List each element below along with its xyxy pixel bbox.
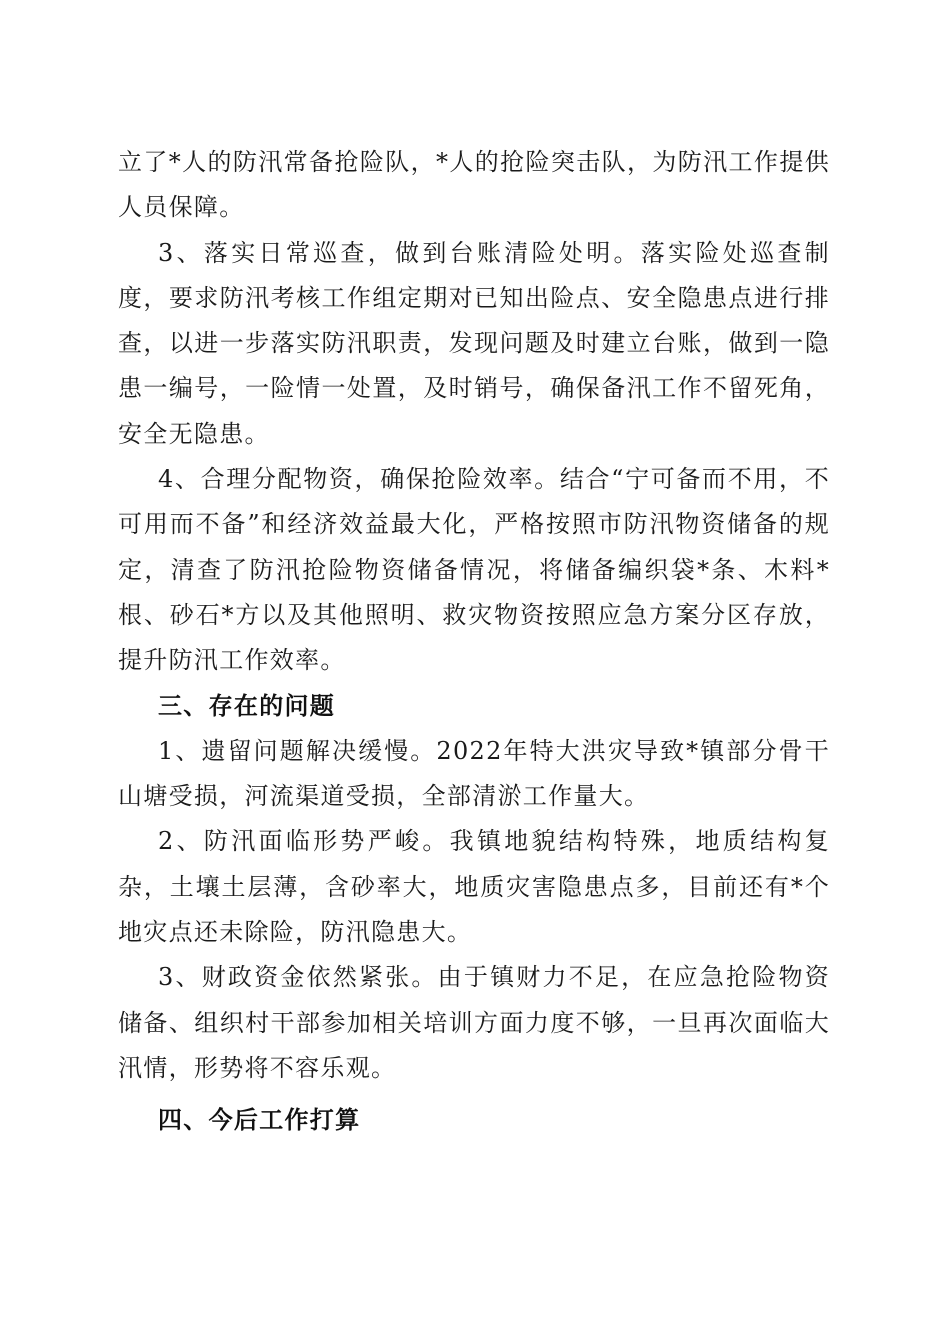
paragraph-daily-inspection: 3、落实日常巡查，做到台账清险处明。落实险处巡查制度，要求防汛考核工作组定期对已知出险点、安全隐患点进行排查，以进一步落实防汛职责，发现问题及时建立台账，做到一隐患一编号，一险情一处置，及时销号，确保备汛工作不留死角，安全无隐患。 [118,238,830,448]
document-page [118,140,830,1144]
section-heading-existing-problems: 三、存在的问题 [158,691,336,720]
section-heading-future-plans: 四、今后工作打算 [158,1106,361,1135]
paragraph-continuation: 立了*人的防汛常备抢险队，*人的抢险突击队，为防汛工作提供人员保障。 [118,148,830,222]
paragraph-problem-funding: 3、财政资金依然紧张。由于镇财力不足，在应急抢险物资储备、组织村干部参加相关培训方面力度不够，一旦再次面临大汛情，形势将不容乐观。 [118,963,830,1082]
paragraph-problem-situation: 2、防汛面临形势严峻。我镇地貌结构特殊，地质结构复杂，土壤土层薄，含砂率大，地质灾害隐患点多，目前还有*个地灾点还未除险，防汛隐患大。 [118,827,830,947]
paragraph-materials-allocation: 4、合理分配物资，确保抢险效率。结合“宁可备而不用，不可用而不备”和经济效益最大化，严格按照市防汛物资储备的规定，清查了防汛抢险物资储备情况，将储备编织袋*条、木料*根、砂石*方以及其他照明、救灾物资按照应急方案分区存放，提升防汛工作效率。 [118,465,830,675]
paragraph-problem-legacy: 1、遗留问题解决缓慢。2022年特大洪灾导致*镇部分骨干山塘受损，河流渠道受损，全部清淤工作量大。 [118,736,830,811]
